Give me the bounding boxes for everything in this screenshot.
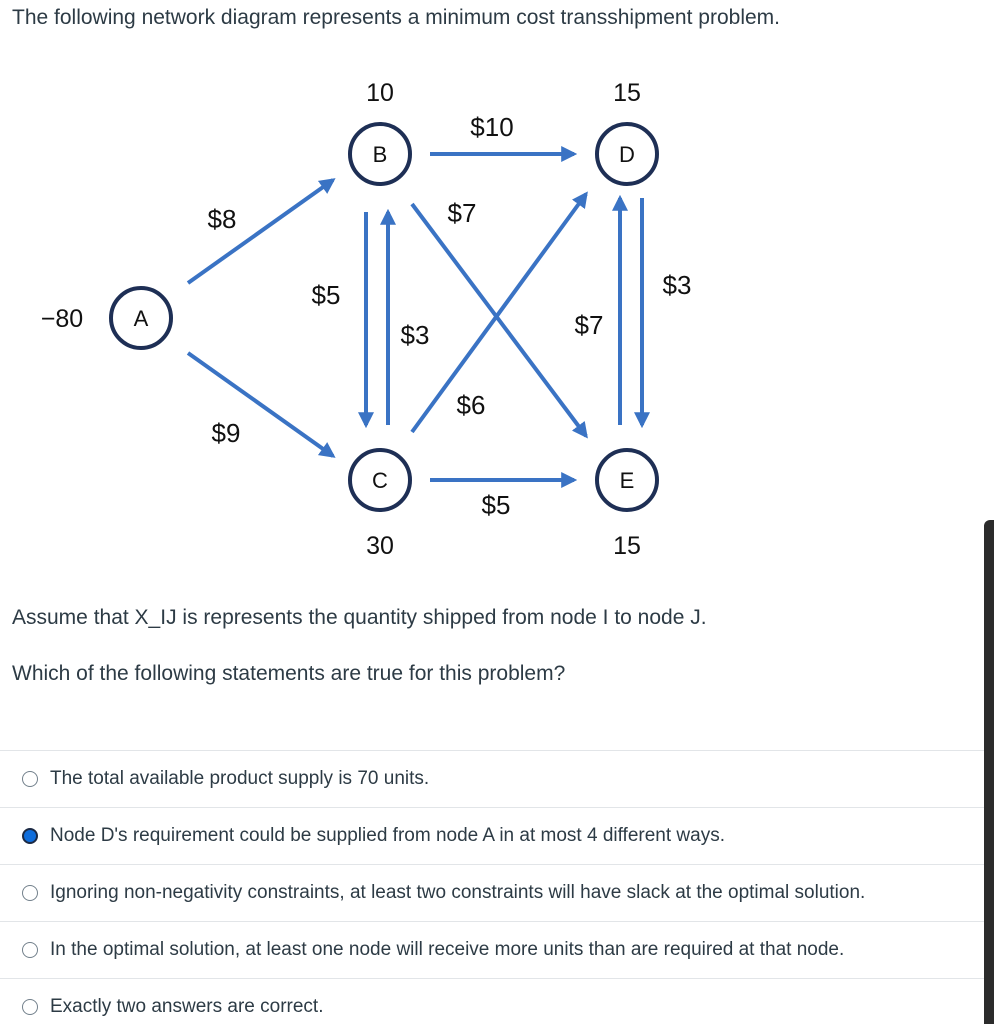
cost-label-d-e: $3 bbox=[662, 270, 692, 300]
cost-label-c-e: $5 bbox=[481, 490, 511, 520]
node-b-value: 10 bbox=[366, 79, 394, 107]
answer-option-5[interactable] bbox=[0, 978, 986, 1035]
cost-label-b-e: $7 bbox=[447, 198, 477, 228]
answer-label: The total available product supply is 70 units. bbox=[50, 768, 430, 789]
answer-option-4[interactable] bbox=[0, 921, 986, 978]
radio-button[interactable] bbox=[22, 999, 38, 1015]
cost-label-e-d: $7 bbox=[574, 310, 604, 340]
answer-label: In the optimal solution, at least one node will receive more units than are required at that node. bbox=[50, 939, 845, 960]
arc-b-e bbox=[412, 204, 586, 436]
answer-label: Exactly two answers are correct. bbox=[50, 996, 324, 1017]
question-title: The following network diagram represents a minimum cost transshipment problem. bbox=[12, 6, 780, 29]
node-c-label: C bbox=[372, 468, 388, 493]
radio-button[interactable] bbox=[22, 885, 38, 901]
node-a bbox=[111, 288, 171, 348]
node-c bbox=[350, 450, 410, 510]
radio-button[interactable] bbox=[22, 771, 38, 787]
cost-label-a-b: $8 bbox=[207, 204, 237, 234]
answer-label: Ignoring non-negativity constraints, at least two constraints will have slack at the optimal solution. bbox=[50, 882, 866, 903]
cost-label-a-c: $9 bbox=[211, 418, 241, 448]
network-diagram bbox=[0, 50, 994, 580]
answer-label: Node D's requirement could be supplied from node A in at most 4 different ways. bbox=[50, 825, 725, 846]
node-d-value: 15 bbox=[613, 79, 641, 107]
node-e-label: E bbox=[619, 468, 635, 493]
arc-a-c bbox=[188, 353, 333, 456]
cost-label-c-b: $3 bbox=[400, 320, 430, 350]
question-prompt: Which of the following statements are true for this problem? bbox=[12, 662, 566, 685]
cost-label-b-d: $10 bbox=[470, 112, 514, 142]
assumption-text: Assume that X_IJ is represents the quantity shipped from node I to node J. bbox=[12, 606, 707, 629]
answer-option-1[interactable] bbox=[0, 750, 986, 807]
radio-button-selected[interactable] bbox=[22, 828, 38, 844]
scrollbar[interactable] bbox=[984, 520, 994, 1024]
node-e-value: 15 bbox=[613, 532, 641, 560]
arc-c-d bbox=[412, 194, 586, 432]
node-b-label: B bbox=[372, 142, 388, 167]
cost-label-c-d: $6 bbox=[456, 390, 486, 420]
node-c-value: 30 bbox=[366, 532, 394, 560]
answer-option-3[interactable] bbox=[0, 864, 986, 921]
node-e bbox=[597, 450, 657, 510]
node-d-label: D bbox=[619, 142, 635, 167]
node-b bbox=[350, 124, 410, 184]
node-a-value: −80 bbox=[40, 305, 84, 333]
cost-label-b-c: $5 bbox=[311, 280, 341, 310]
node-a-label: A bbox=[133, 306, 149, 331]
node-d bbox=[597, 124, 657, 184]
answer-list bbox=[0, 750, 986, 1035]
answer-option-2[interactable] bbox=[0, 807, 986, 864]
radio-button[interactable] bbox=[22, 942, 38, 958]
